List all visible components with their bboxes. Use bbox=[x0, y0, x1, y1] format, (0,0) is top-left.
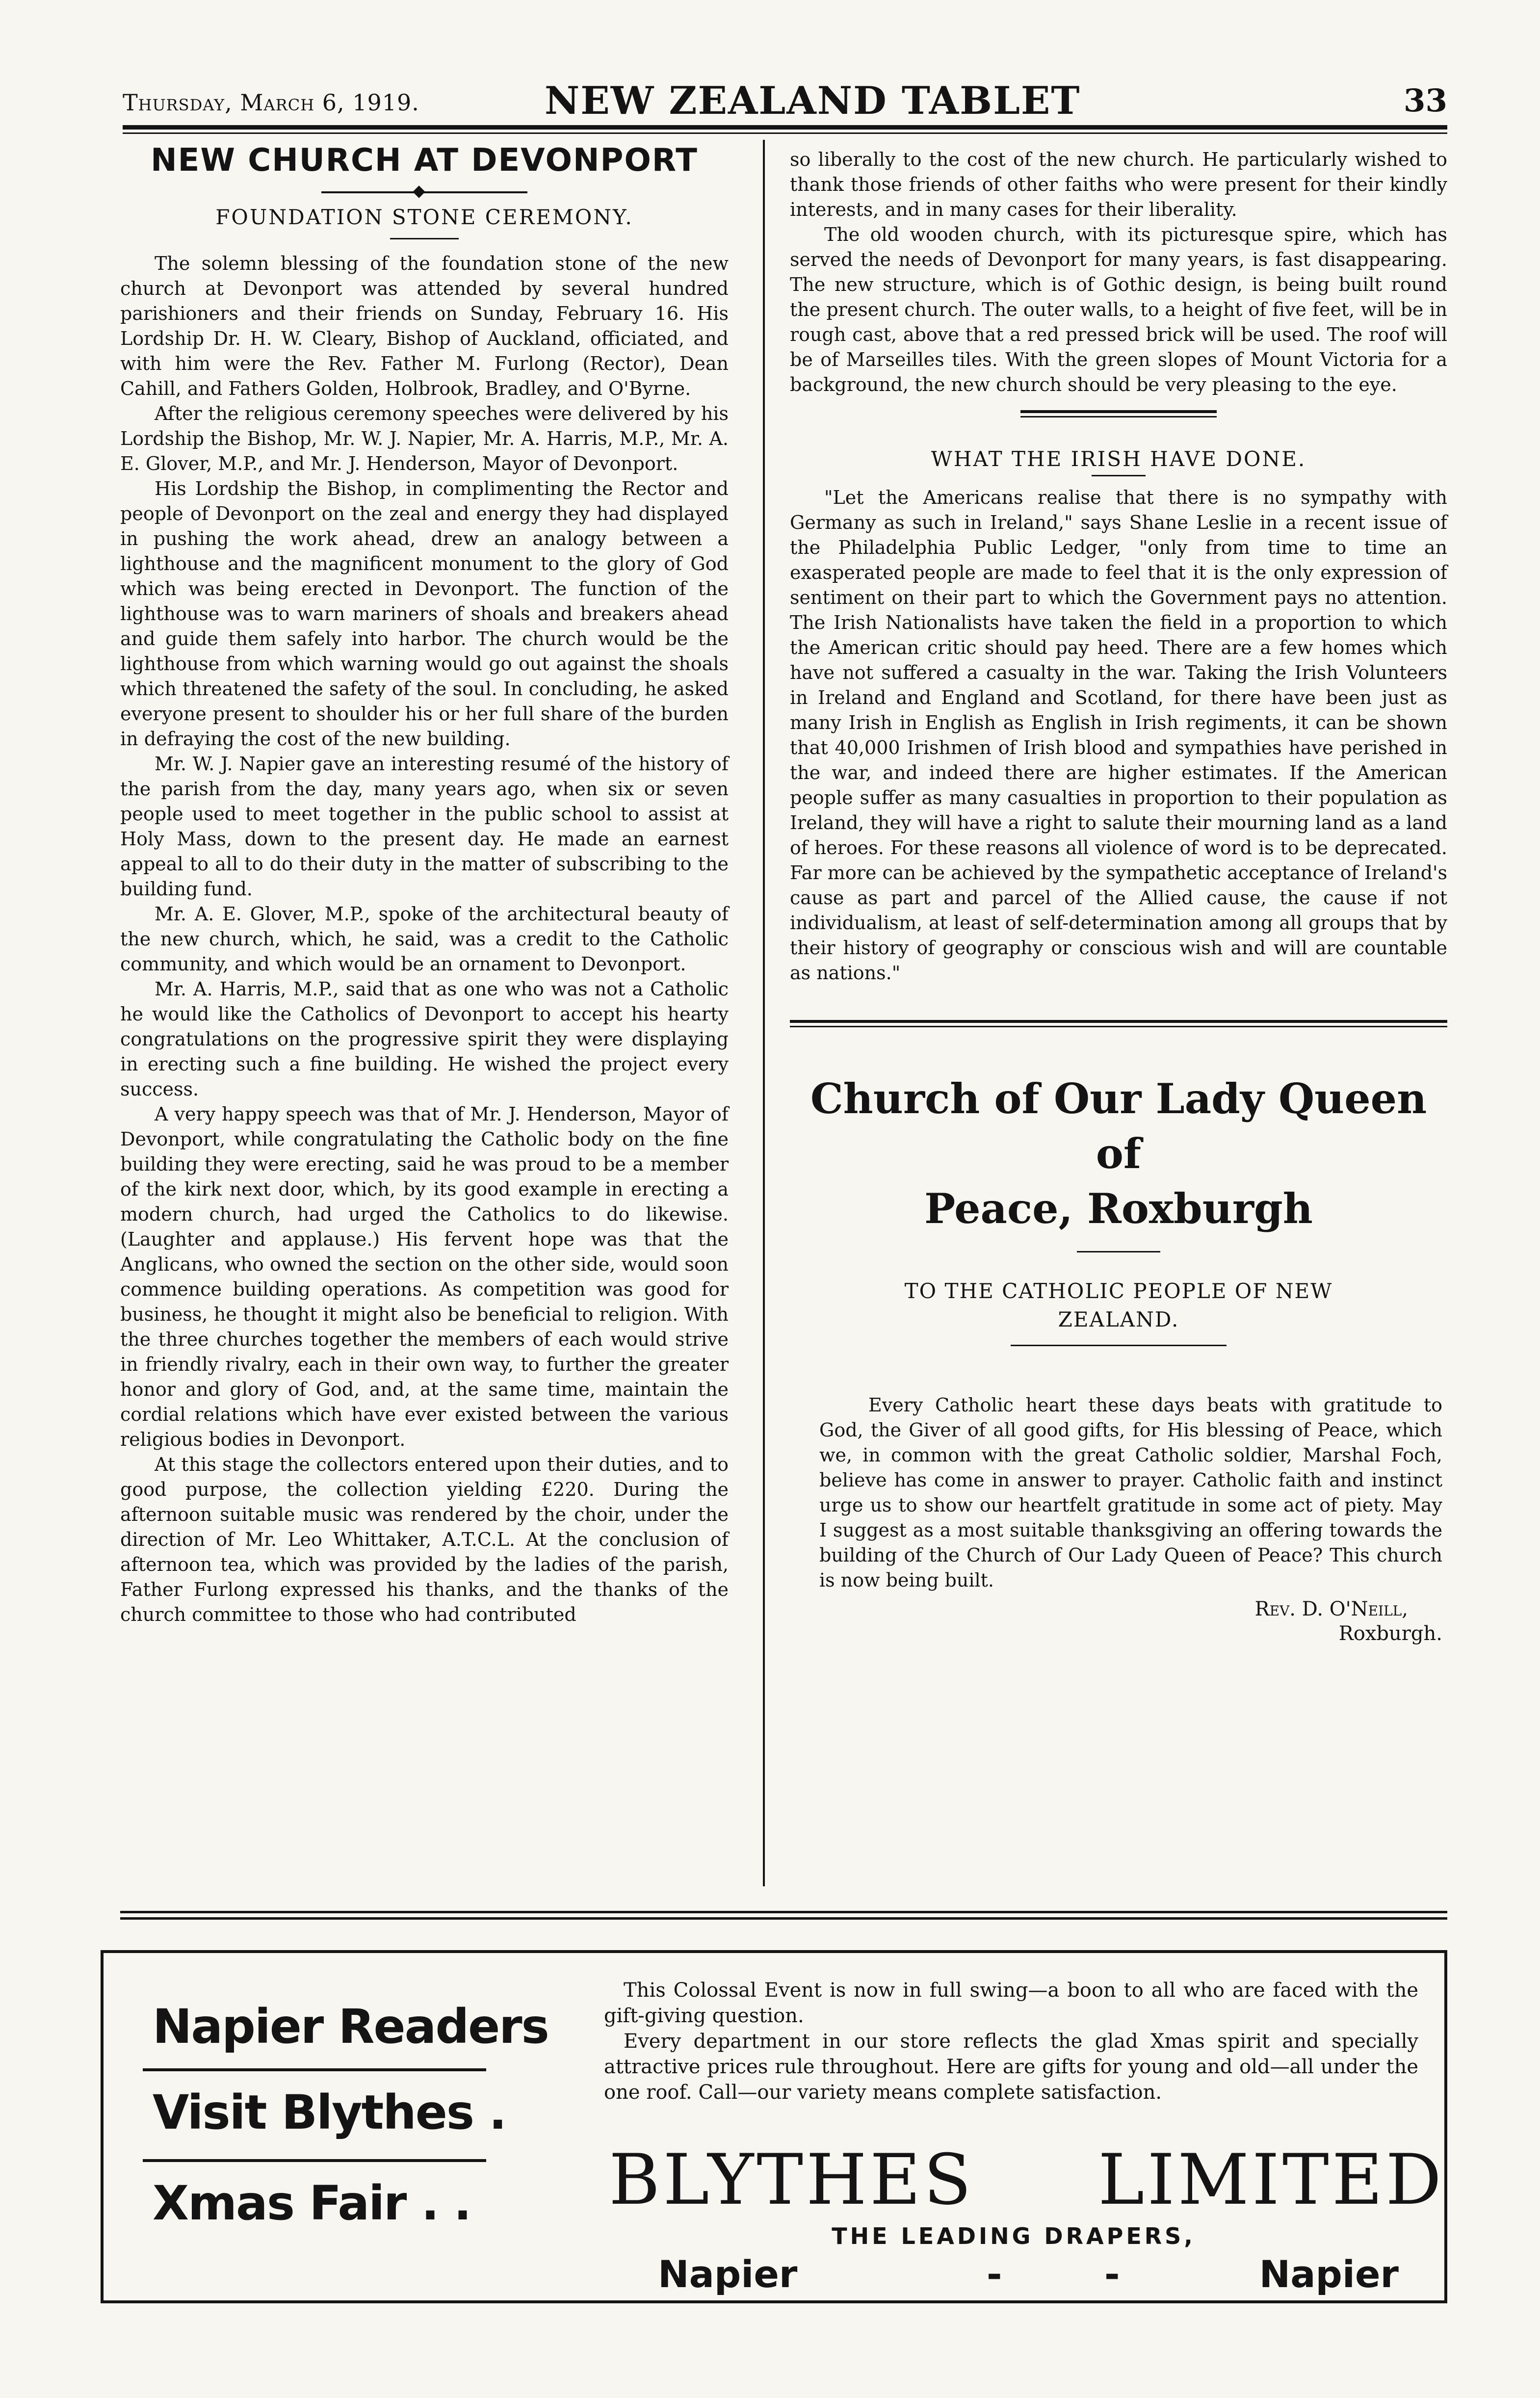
article-body bbox=[790, 485, 1447, 986]
advert-left-panel bbox=[104, 1953, 548, 2300]
masthead bbox=[123, 78, 1447, 123]
advert-rule bbox=[143, 2159, 486, 2162]
short-rule bbox=[390, 238, 459, 239]
paragraph: Every Catholic heart these days beats with gratitude to God, the Giver of all good gifts, for His blessing of Peace, which we, in common with the great Catholic soldier, Marshal Foch, believe has come in answer to prayer. Catholic faith and instinct urge us to show our heartfelt gratitude in some act of piety. May I suggest as a most suitable thanksgiving an offering towards the building of the Church of Our Lady Queen of Peace? This church is now being built. bbox=[819, 1394, 1442, 1591]
heading-ornament bbox=[321, 187, 527, 196]
paragraph: His Lordship the Bishop, in complimenting the Rector and people of Devonport on the zeal and energy they had displayed in pushing the work ahead, drew an analogy between a lighthouse and the magnificent monument to the glory of God which was being erected in Devonport. The function of the lighthouse was to warn mariners of shoals and breakers ahead and guide them safely into harbor. The church would be the lighthouse from which warning would go out against the shoals which threatened the safety of the soul. In concluding, he asked everyone present to shoulder his or her full share of the burden in defraying the cost of the new building. bbox=[120, 478, 729, 750]
advert-headline: Visit Blythes . bbox=[153, 2085, 506, 2140]
notice-heading bbox=[790, 1071, 1447, 1236]
newspaper-title: NEW ZEALAND TABLET bbox=[545, 78, 1081, 123]
section-rule bbox=[790, 1020, 1447, 1027]
town-name: Napier bbox=[658, 2252, 798, 2296]
section-rule bbox=[1020, 410, 1217, 417]
issue-date: Thursday, March 6, 1919. bbox=[123, 89, 419, 116]
advert-rule bbox=[143, 2068, 486, 2071]
advert-headline: Xmas Fair . . bbox=[153, 2176, 471, 2231]
notice-signature: Rev. D. O'Neill, bbox=[1254, 1598, 1408, 1620]
dash: - bbox=[987, 2252, 1002, 2296]
paragraph: After the religious ceremony speeches were delivered by his Lordship the Bishop, Mr. W. J. Napier, Mr. A. Harris, M.P., Mr. A. E. Glover, M.P., and Mr. J. Henderson, Mayor of Devonport. bbox=[120, 403, 729, 474]
paragraph: At this stage the collectors entered upon their duties, and to good purpose, the collection yielding £220. During the afternoon suitable music was rendered by the choir, under the direction of Mr. Leo Whittaker, A.T.C.L. At the conclusion of afternoon tea, which was provided by the ladies of the parish, Father Furlong expressed his thanks, and the thanks of the church committee to those who had contributed bbox=[120, 1454, 729, 1625]
advert-paragraph: Every department in our store reflects the glad Xmas spirit and specially attractive prices rule throughout. Here are gifts for young and old—all under the one roof. Call—our variety means complete satisfaction. bbox=[604, 2030, 1418, 2104]
advert-copy bbox=[604, 1978, 1418, 2105]
column-divider bbox=[763, 140, 765, 1886]
left-column bbox=[120, 142, 729, 1627]
notice-address-line: TO THE CATHOLIC PEOPLE OF NEW bbox=[904, 1279, 1333, 1303]
paragraph: so liberally to the cost of the new church. He particularly wished to thank those friends of other faiths who were present for their kindly interests, and in many cases for their liberality. bbox=[790, 149, 1447, 220]
advert-tagline: THE LEADING DRAPERS, bbox=[832, 2223, 1196, 2249]
notice-heading-line: Church of Our Lady Queen of bbox=[810, 1074, 1427, 1178]
advertisement bbox=[101, 1950, 1447, 2303]
right-column bbox=[790, 147, 1447, 1645]
article-continuation bbox=[790, 147, 1447, 397]
short-rule bbox=[1092, 475, 1146, 476]
paragraph: The solemn blessing of the foundation stone of the new church at Devonport was attended by several hundred parishioners and their friends on Sunday, February 16. His Lordship Dr. H. W. Cleary, Bishop of Auckland, officiated, and with him were the Rev. Father M. Furlong (Rector), Dean Cahill, and Fathers Golden, Holbrook, Bradley, and O'Byrne. bbox=[120, 253, 729, 399]
advert-top-rule bbox=[120, 1911, 1447, 1920]
paragraph: The old wooden church, with its picturesque spire, which has served the needs of Devonport for many years, is fast disappearing. The new structure, which is of Gothic design, is being built round the present church. The outer walls, to a height of five feet, will be in rough cast, above that a red pressed brick will be used. The roof will be of Marseilles tiles. With the green slopes of Mount Victoria for a background, the new church should be very pleasing to the eye. bbox=[790, 224, 1447, 395]
dash: - bbox=[1104, 2252, 1120, 2296]
town-name: Napier bbox=[1259, 2252, 1399, 2296]
short-rule bbox=[1077, 1251, 1160, 1252]
article-subheading: FOUNDATION STONE CEREMONY. bbox=[215, 205, 633, 229]
masthead-rule bbox=[123, 125, 1447, 134]
article-heading: WHAT THE IRISH HAVE DONE. bbox=[931, 447, 1306, 471]
paragraph: A very happy speech was that of Mr. J. Henderson, Mayor of Devonport, while congratulating the Catholic body on the fine building they were erecting, said he was proud to be a member of the kirk next door, which, by its good example in erecting a modern church, had urged the Catholics to do likewise. (Laughter and applause.) His fervent hope was that the Anglicans, who owned the section on the other side, would soon commence building operations. As competition was good for business, he thought it might also be beneficial to religion. With the three churches together the members of each would strive in friendly rivalry, each in their own way, to further the greater honor and glory of God, and, at the same time, maintain the cordial relations which have ever existed between the various religious bodies in Devonport. bbox=[120, 1103, 729, 1450]
notice-body bbox=[790, 1393, 1447, 1593]
brand-word: LIMITED bbox=[1098, 2139, 1445, 2220]
notice-place: Roxburgh. bbox=[1338, 1622, 1442, 1645]
paragraph: Mr. A. Harris, M.P., said that as one who was not a Catholic he would like the Catholics of Devonport to accept his hearty congratulations on the progressive spirit they were displaying in erecting such a fine building. He wished the project every success. bbox=[120, 978, 729, 1100]
notice-address bbox=[790, 1277, 1447, 1334]
advert-brand bbox=[609, 2139, 1445, 2220]
advert-paragraph: This Colossal Event is now in full swing—a boon to all who are faced with the gift-giving question. bbox=[604, 1979, 1418, 2027]
notice-address-line: ZEALAND. bbox=[1058, 1307, 1179, 1331]
short-rule bbox=[1011, 1345, 1227, 1346]
notice-heading-line: Peace, Roxburgh bbox=[924, 1184, 1313, 1233]
paragraph: Mr. A. E. Glover, M.P., spoke of the architectural beauty of the new church, which, he said, was a credit to the Catholic community, and which would be an ornament to Devonport. bbox=[120, 903, 729, 975]
advert-headline: Napier Readers bbox=[153, 1999, 548, 2054]
brand-word: BLYTHES bbox=[609, 2139, 974, 2220]
article-heading: NEW CHURCH AT DEVONPORT bbox=[151, 142, 698, 179]
article-body bbox=[120, 251, 729, 1627]
page-number: 33 bbox=[1403, 82, 1447, 119]
paragraph: "Let the Americans realise that there is no sympathy with Germany as such in Ireland," says Shane Leslie in a recent issue of the Philadelphia Public Ledger, "only from time to time an exasperated people are made to feel that it is the only expression of sentiment on their part to which the Government pays no attention. The Irish Nationalists have taken the field in a proportion to which the American critic should pay heed. There are a few homes which have not suffered a casualty in the war. Taking the Irish Volunteers in Ireland and England and Scotland, for there have been just as many Irish in English as English in Irish regiments, it can be shown that 40,000 Irishmen of Irish blood and sympathies have perished in the war, and indeed there are higher estimates. If the American people suffer as many casualties in proportion to their population as Ireland, they will have a right to salute their mourning land as a land of heroes. For these reasons all violence of word is to be deprecated. Far more can be achieved by the sympathetic acceptance of Ireland's cause as part and parcel of the Allied cause, the cause if not individualism, at least of self-determination among all groups that by their history of geography or conscious wish and will are countable as nations." bbox=[790, 487, 1447, 984]
paragraph: Mr. W. J. Napier gave an interesting resumé of the history of the parish from the day, many years ago, when six or seven people used to meet together in the public school to assist at Holy Mass, down to the present day. He made an earnest appeal to all to do their duty in the matter of subscribing to the building fund. bbox=[120, 753, 729, 900]
